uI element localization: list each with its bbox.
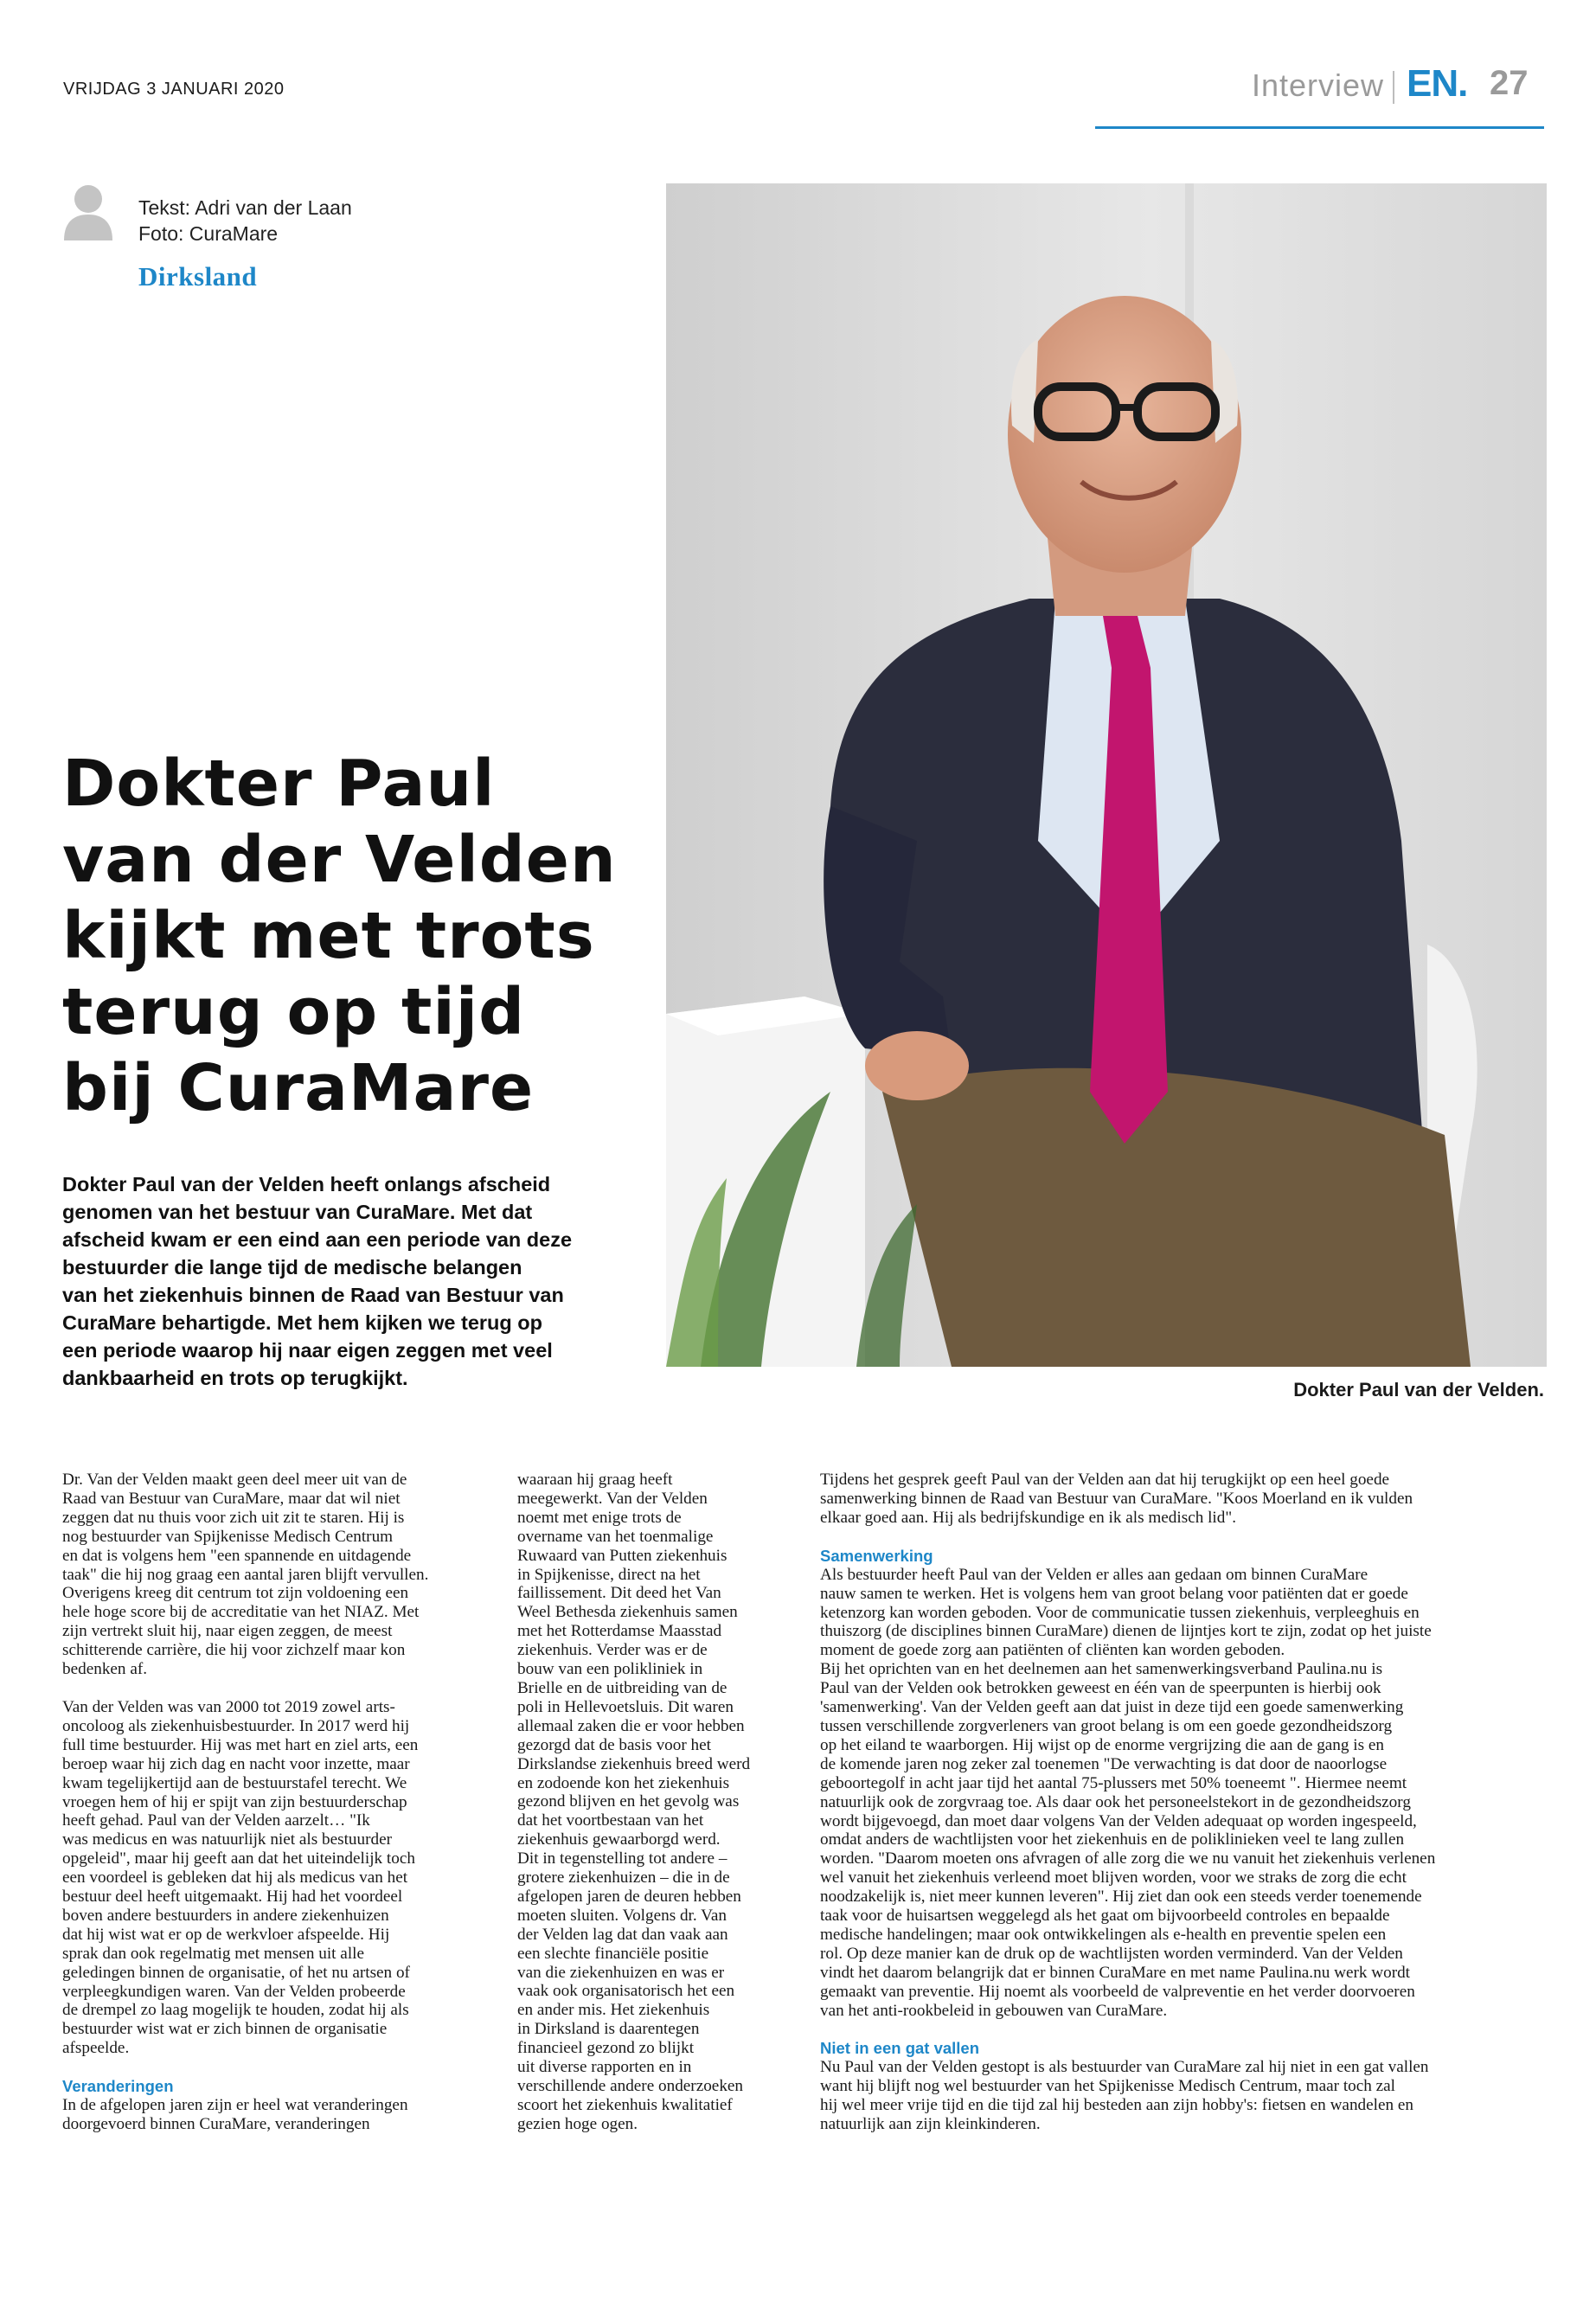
lead-line: van het ziekenhuis binnen de Raad van Bestuur van: [62, 1284, 564, 1306]
body-column-1: [62, 1471, 478, 2134]
header-rule: [1095, 126, 1544, 129]
lead-line: dankbaarheid en trots op terugkijkt.: [62, 1367, 408, 1389]
body-paragraph: waaraan hij graag heeft meegewerkt. Van der Velden noemt met enige trots de overname van het toenmalige Ruwaard van Putten ziekenhuis in Spijkenisse, direct na het faillissement. Dit deed het Van Weel Bethesda ziekenhuis samen met het Rotterdamse Maasstad ziekenhuis. Verder was er de bouw van een polikliniek in Brielle en de uitbreiding van de poli in Hellevoetsluis. Dit waren allemaal zaken die er voor hebben gezorgd dat de basis voor het Dirkslandse ziekenhuis breed werd en zodoende kon het ziekenhuis gezond blijven en het gevolg was dat het voortbestaan van het ziekenhuis gewaarborgd werd. Dit in tegenstelling tot andere – grotere ziekenhuizen – die in de afgelopen jaren de deuren hebben moeten sluiten. Volgens dr. Van der Velden lag dat dan vaak aan een slechte financiële positie van die ziekenhuizen en was er vaak ook organisatorisch het een en ander mis. Het ziekenhuis in Dirksland is daarentegen financieel gezond zo blijkt uit diverse rapporten en in verschillende andere onderzoeken scoort het ziekenhuis kwalitatief gezien hoge ogen.: [517, 1471, 751, 2133]
subheading-veranderingen: Veranderingen: [62, 2077, 174, 2096]
body-paragraph: Dr. Van der Velden maakt geen deel meer uit van de Raad van Bestuur van CuraMare, maar dat wil niet zeggen dat nu thuis voor zich uit zit te staren. Hij is nog bestuurder van Spijkenisse Medisch Centrum en dat is volgens hem "een spannende en uitdagende taak" die hij nog graag een aantal jaren blijft vervullen. Overigens kreeg dit centrum tot zijn voldoening een hele hoge score bij de accreditatie van het NIAZ. Met zijn vertrekt sluit hij, naar eigen zeggen, de meest schitterende carrière, die hij voor zichzelf maar kon bedenken af.: [62, 1471, 429, 1679]
body-paragraph: Tijdens het gesprek geeft Paul van der Velden aan dat hij terugkijkt op een heel goede samenwerking binnen de Raad van Bestuur van CuraMare. "Koos Moerland en ik vulden elkaar goed aan. Hij als bedrijfskundige en ik als medisch lid".: [820, 1471, 1413, 1527]
header-separator: [1393, 71, 1394, 104]
body-paragraph: Van der Velden was van 2000 tot 2019 zowel arts- oncoloog als ziekenhuisbestuurder. In 2017 werd hij full time bestuurder. Hij was met hart en ziel arts, een beroep waar hij zich dag en nacht voor inzette, maar kwam tegelijkertijd aan de bestuurstafel terecht. We vroegen hem of hij er spijt van zijn bestuurderschap heeft gehad. Paul van der Velden aarzelt… "Ik was medicus en was natuurlijk niet als bestuurder opgeleid", maar hij geeft aan dat het uiteindelijk toch een voordeel is gebleken dat hij als medicus van het bestuur deel heeft uitgemaakt. Hij had het voordeel boven andere bestuurders in andere ziekenhuizen dat hij wist wat er op de werkvloer afspeelde. Hij sprak dan ook regelmatig met mensen uit alle geledingen binnen de organisatie, of het nu artsen of verpleegkundigen waren. Van der Velden probeerde de drempel zo laag mogelijk te houden, zodat hij als bestuurder wist wat er zich binnen de organisatie afspeelde.: [62, 1697, 419, 2058]
title-line: Dokter Paul: [62, 747, 496, 821]
body-paragraph: In de afgelopen jaren zijn er heel wat veranderingen doorgevoerd binnen CuraMare, veranderingen: [62, 2096, 408, 2134]
photo-caption: Dokter Paul van der Velden.: [1293, 1379, 1544, 1400]
dateline-place: Dirksland: [138, 261, 258, 292]
title-line: van der Velden: [62, 823, 617, 897]
portrait-illustration: [666, 183, 1547, 1367]
title-line: bij CuraMare: [62, 1051, 535, 1125]
subheading-niet-in-een-gat-vallen: Niet in een gat vallen: [820, 2039, 980, 2058]
title-line: kijkt met trots: [62, 899, 595, 973]
body-column-2: [517, 1471, 794, 2134]
photo-credit: Foto: CuraMare: [138, 222, 279, 245]
byline: [138, 195, 352, 247]
lead-line: Dokter Paul van der Velden heeft onlangs afscheid: [62, 1173, 551, 1195]
subheading-samenwerking: Samenwerking: [820, 1546, 933, 1565]
author-credit: Tekst: Adri van der Laan: [138, 196, 352, 219]
body-paragraph: Nu Paul van der Velden gestopt is als bestuurder van CuraMare zal hij niet in een gat vallen want hij blijft nog wel bestuurder van het Spijkenisse Medisch Centrum, maar toch zal hij wel meer vrije tijd en die tijd zal hij besteden aan zijn hobby's: fietsen en wandelen en natuurlijk aan zijn kleinkinderen.: [820, 2058, 1429, 2134]
body-paragraph: Als bestuurder heeft Paul van der Velden er alles aan gedaan om binnen CuraMare nauw samen te werken. Het is volgens hem van groot belang voor patiënten dat er goede ketenzorg kan worden geboden. Voor de communicatie tussen ziekenhuis, verpleeghuis en thuiszorg (de disciplines binnen CuraMare) dienen de lijntjes kort te zijn, zodat op het juiste moment de goede zorg aan patiënten of cliënten kan worden geboden. Bij het oprichten van en het deelnemen aan het samenwerkingsverband Paulina.nu is Paul van der Velden ook betrokken geweest en één van de speerpunten is hierbij ook 'samenwerking'. Van der Velden geeft aan dat juist in deze tijd een goede samenwerking tussen verschillende zorgverleners van groot belang is om een goede gezondheidszorg op het eiland te waarborgen. Hij wijst op de enorme vergrijzing die aan de gang is en de komende jaren nog zeker zal toenemen "De verwachting is dat door de naoorlogse geboortegolf in acht jaar tijd het aantal 75-plussers met 50% toeneemt ". Hiermee neemt natuurlijk ook de zorgvraag toe. Als daar ook het personeelstekort in de gezondheidszorg wordt bijgevoegd, dan moet daar volgens Van der Velden adequaat op worden ingespeeld, omdat anders de wachtlijsten voor het ziekenhuis en de poliklinieken veel te lang zullen worden. "Daarom moeten ons afvragen of alle zorg die we nu vanuit het ziekenhuis verlenen wel vanuit het ziekenhuis verleend moet blijven worden, voor we straks de zorg die echt noodzakelijk is, niet meer kunnen leveren". Hij ziet dan ook een steeds verder toenemende taak voor de huisartsen weggelegd als het gaat om bijvoorbeeld controles en bepaalde medische handelingen; maar ook ontwikkelingen als e-health en preventie spelen een rol. Op deze manier kan de druk op de wachtlijsten worden verminderd. Van der Velden vindt het daarom belangrijk dat er binnen CuraMare en met name Paulina.nu werk wordt gemaakt van preventie. Hij noemt als voorbeeld de valpreventie en het verder doorvoeren van het anti-rookbeleid in gebouwen van CuraMare.: [820, 1565, 1436, 2020]
issue-date: VRIJDAG 3 JANUARI 2020: [63, 80, 285, 99]
lead-line: genomen van het bestuur van CuraMare. Met dat: [62, 1201, 533, 1223]
person-silhouette-icon: [62, 182, 114, 240]
body-column-3: [820, 1471, 1512, 2134]
lead-line: een periode waarop hij naar eigen zeggen met veel: [62, 1339, 553, 1362]
portrait-photo: [666, 183, 1547, 1367]
newspaper-logo: EN.: [1407, 62, 1468, 105]
article-title: [62, 746, 651, 1126]
section-label: Interview: [1252, 67, 1385, 103]
lead-line: CuraMare behartigde. Met hem kijken we terug op: [62, 1311, 542, 1334]
article-lead: [62, 1170, 625, 1392]
lead-line: bestuurder die lange tijd de medische belangen: [62, 1256, 522, 1279]
page-number: 27: [1490, 64, 1529, 102]
title-line: terug op tijd: [62, 975, 526, 1049]
lead-line: afscheid kwam er een eind aan een periode van deze: [62, 1228, 573, 1251]
